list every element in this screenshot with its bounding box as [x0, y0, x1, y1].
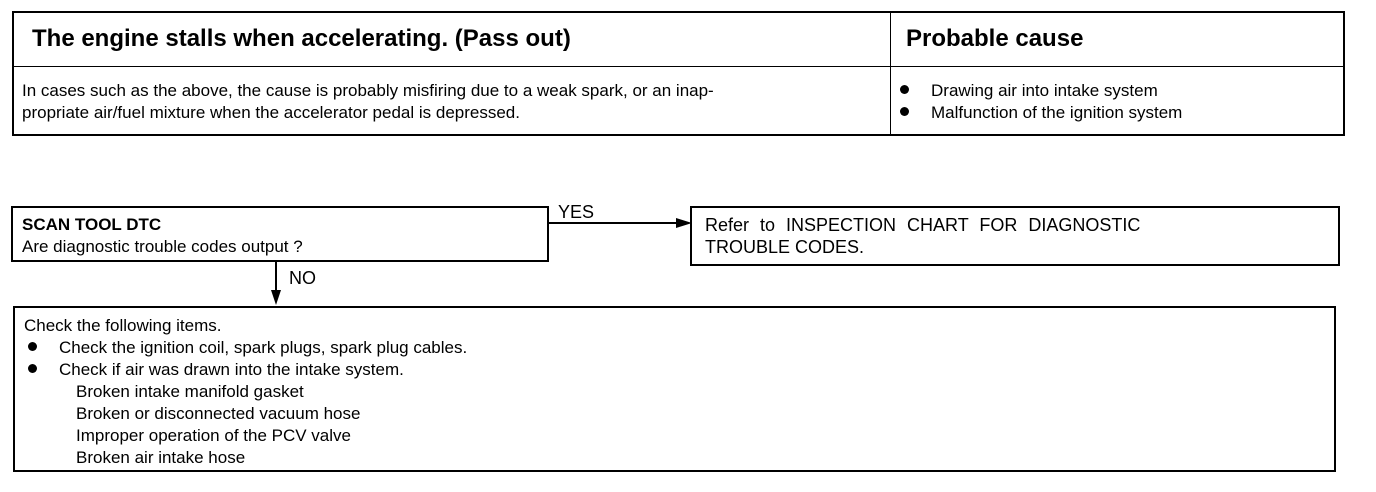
cause-item [900, 102, 1182, 124]
symptom-description [22, 80, 714, 124]
check-item [24, 337, 467, 359]
dtc-title: SCAN TOOL DTC [22, 215, 162, 234]
yes-result-line: TROUBLE CODES. [705, 237, 865, 257]
yes-result-text [705, 214, 1140, 258]
dtc-question: Are diagnostic trouble codes output ? [22, 237, 303, 256]
table-column-divider [890, 13, 891, 134]
check-item-label: Check the ignition coil, spark plugs, spark plug cables. [59, 338, 468, 357]
sub-item: Broken intake manifold gasket [76, 382, 304, 401]
sub-item: Broken or disconnected vacuum hose [76, 404, 361, 423]
symptom-heading: The engine stalls when accelerating. (Pass out) [32, 25, 571, 52]
yes-result-line: Refer to INSPECTION CHART FOR DIAGNOSTIC [705, 215, 1141, 235]
dtc-text [22, 214, 303, 258]
check-intro: Check the following items. [24, 316, 222, 335]
yes-label: YES [558, 202, 595, 222]
check-items-text [24, 315, 467, 469]
dtc-decision-box [11, 206, 549, 262]
probable-cause-heading: Probable cause [906, 25, 1084, 52]
cause-list [900, 80, 1182, 124]
cause-item-label: Drawing air into intake system [931, 81, 1158, 100]
description-line: In cases such as the above, the cause is probably misfiring due to a weak spark, or an inap- [22, 81, 714, 100]
sub-item: Improper operation of the PCV valve [76, 426, 351, 445]
sub-item: Broken air intake hose [76, 448, 246, 467]
sub-item-list [24, 381, 467, 469]
description-line: propriate air/fuel mixture when the accelerator pedal is depressed. [22, 103, 520, 122]
check-items-box [13, 306, 1336, 472]
check-item [24, 359, 467, 381]
bullet-icon [28, 342, 37, 351]
bullet-icon [28, 364, 37, 373]
check-item-label: Check if air was drawn into the intake system. [59, 360, 404, 379]
table-row-divider [14, 66, 1343, 67]
yes-result-box [690, 206, 1340, 266]
no-arrowhead-icon [271, 290, 281, 305]
no-label: NO [289, 268, 316, 288]
bullet-icon [900, 85, 909, 94]
bullet-icon [900, 107, 909, 116]
cause-item-label: Malfunction of the ignition system [931, 103, 1183, 122]
symptom-table [12, 11, 1345, 136]
cause-item [900, 80, 1182, 102]
